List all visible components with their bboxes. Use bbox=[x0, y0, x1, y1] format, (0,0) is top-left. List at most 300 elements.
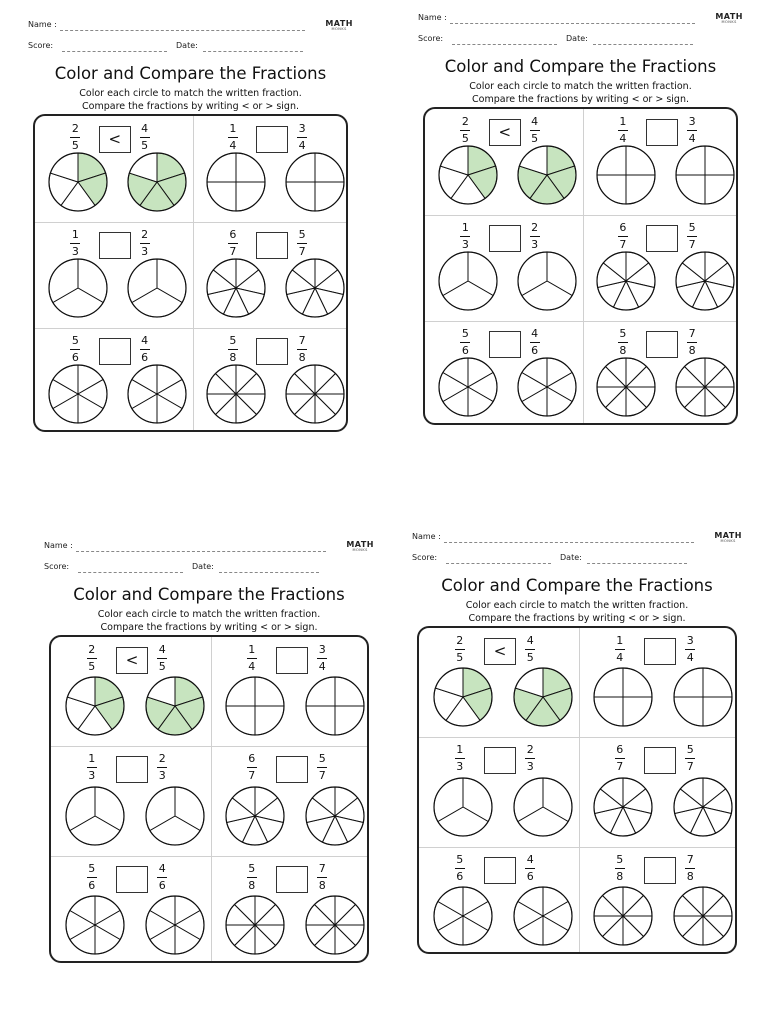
name-label: Name : bbox=[418, 13, 447, 22]
fraction-bar bbox=[228, 243, 238, 244]
instruction-line-1: Color each circle to match the written fraction. bbox=[465, 600, 689, 611]
name-line bbox=[60, 30, 305, 31]
problem-grid bbox=[33, 114, 348, 432]
left-fraction-circle[interactable] bbox=[225, 676, 285, 736]
comparison-answer-box[interactable] bbox=[646, 331, 678, 358]
right-fraction bbox=[150, 644, 174, 673]
right-fraction-circle[interactable] bbox=[675, 251, 735, 311]
fraction-bar bbox=[70, 243, 80, 244]
numerator: 6 bbox=[616, 743, 624, 757]
score-label: Score: bbox=[28, 41, 54, 50]
right-fraction-circle[interactable] bbox=[517, 145, 577, 205]
numerator: 4 bbox=[158, 643, 166, 656]
problem-cell bbox=[583, 321, 739, 425]
denominator: 8 bbox=[686, 869, 694, 883]
denominator: 7 bbox=[619, 238, 627, 251]
left-fraction-circle[interactable] bbox=[433, 777, 493, 837]
date-line bbox=[593, 44, 693, 45]
name-label: Name : bbox=[44, 541, 73, 550]
right-fraction-circle[interactable] bbox=[305, 786, 365, 846]
denominator: 8 bbox=[318, 878, 326, 892]
date-line bbox=[219, 572, 319, 573]
numerator: 5 bbox=[88, 861, 96, 875]
left-fraction-circle[interactable] bbox=[593, 667, 653, 727]
instructions bbox=[418, 81, 743, 106]
fraction-bar bbox=[687, 130, 697, 131]
right-fraction bbox=[290, 229, 314, 258]
right-fraction-circle[interactable] bbox=[285, 364, 345, 424]
date-label: Date: bbox=[192, 562, 214, 571]
math-monks-logo bbox=[714, 532, 742, 544]
name-line bbox=[444, 542, 694, 543]
fraction-bar bbox=[685, 868, 695, 869]
right-fraction-circle[interactable] bbox=[675, 145, 735, 205]
left-fraction bbox=[608, 744, 632, 773]
left-fraction-circle[interactable] bbox=[593, 777, 653, 837]
right-fraction-circle[interactable] bbox=[145, 895, 205, 955]
numerator: 5 bbox=[461, 327, 469, 340]
fraction-bar bbox=[530, 130, 540, 131]
denominator: 5 bbox=[456, 651, 464, 664]
right-fraction bbox=[150, 863, 174, 892]
math-monks-logo bbox=[715, 13, 743, 25]
right-fraction bbox=[680, 328, 704, 357]
denominator: 6 bbox=[461, 344, 469, 357]
fraction-bar bbox=[687, 236, 697, 237]
denominator: 6 bbox=[456, 869, 464, 883]
denominator: 3 bbox=[456, 760, 464, 774]
denominator: 8 bbox=[616, 869, 624, 883]
numerator: 2 bbox=[526, 743, 534, 757]
fraction-bar bbox=[140, 137, 150, 138]
instructions bbox=[28, 88, 353, 113]
fraction-bar bbox=[615, 649, 625, 650]
name-label: Name : bbox=[412, 532, 441, 541]
left-fraction-circle[interactable] bbox=[65, 676, 125, 736]
fraction-bar bbox=[530, 342, 540, 343]
left-fraction-circle[interactable] bbox=[433, 886, 493, 946]
fraction-bar bbox=[70, 137, 80, 138]
problem-cell bbox=[193, 222, 349, 328]
right-fraction-circle[interactable] bbox=[673, 667, 733, 727]
denominator: 4 bbox=[248, 660, 256, 673]
comparison-answer-box[interactable] bbox=[256, 338, 288, 365]
denominator: 4 bbox=[318, 660, 326, 673]
problem-cell bbox=[211, 637, 369, 746]
left-fraction-circle[interactable] bbox=[65, 895, 125, 955]
denominator: 3 bbox=[531, 238, 539, 251]
score-label: Score: bbox=[418, 34, 444, 43]
comparison-answer-box[interactable] bbox=[644, 638, 676, 665]
fraction-bar bbox=[615, 868, 625, 869]
right-fraction-circle[interactable] bbox=[145, 786, 205, 846]
problem-cell bbox=[193, 116, 349, 222]
right-fraction-circle[interactable] bbox=[285, 258, 345, 318]
left-fraction-circle[interactable] bbox=[438, 145, 498, 205]
numerator: 7 bbox=[298, 334, 306, 347]
name-label: Name : bbox=[28, 20, 57, 29]
problem-cell bbox=[579, 628, 737, 737]
fraction-bar bbox=[87, 877, 97, 878]
comparison-answer-box[interactable] bbox=[644, 747, 676, 774]
right-fraction-circle[interactable] bbox=[127, 258, 187, 318]
left-fraction bbox=[221, 335, 245, 364]
date-line bbox=[203, 51, 303, 52]
name-line bbox=[450, 23, 695, 24]
left-fraction-circle[interactable] bbox=[48, 152, 108, 212]
left-fraction bbox=[240, 863, 264, 892]
comparison-answer-box[interactable] bbox=[489, 225, 521, 252]
right-fraction bbox=[310, 753, 334, 782]
numerator: 7 bbox=[686, 852, 694, 866]
worksheet-title: Color and Compare the Fractions bbox=[441, 576, 713, 595]
denominator: 5 bbox=[158, 660, 166, 673]
problem-cell bbox=[579, 737, 737, 846]
problem-cell bbox=[211, 856, 369, 963]
right-fraction-circle[interactable] bbox=[127, 152, 187, 212]
math-monks-logo bbox=[346, 541, 374, 553]
right-fraction bbox=[518, 635, 542, 664]
comparison-answer-box[interactable] bbox=[484, 857, 516, 884]
comparison-answer-box[interactable] bbox=[646, 225, 678, 252]
numerator: 4 bbox=[141, 334, 149, 347]
denominator: 8 bbox=[619, 344, 627, 357]
problem-grid bbox=[423, 107, 738, 425]
denominator: 5 bbox=[88, 660, 96, 673]
comparison-answer-box[interactable] bbox=[99, 232, 131, 259]
fraction-bar bbox=[140, 243, 150, 244]
left-fraction-circle[interactable] bbox=[48, 364, 108, 424]
numerator: 4 bbox=[531, 115, 539, 128]
instruction-line-2: Compare the fractions by writing < or > sign. bbox=[472, 93, 689, 105]
instructions bbox=[44, 609, 374, 634]
left-fraction-circle[interactable] bbox=[225, 895, 285, 955]
fraction-bar bbox=[525, 758, 535, 759]
numerator: 1 bbox=[616, 634, 624, 647]
problem-cell bbox=[51, 856, 211, 963]
fraction-bar bbox=[140, 349, 150, 350]
worksheet bbox=[418, 7, 743, 427]
right-fraction-circle[interactable] bbox=[517, 251, 577, 311]
right-fraction-circle[interactable] bbox=[285, 152, 345, 212]
left-fraction-circle[interactable] bbox=[438, 251, 498, 311]
numerator: 1 bbox=[229, 122, 237, 135]
fraction-bar bbox=[615, 758, 625, 759]
right-fraction bbox=[678, 744, 702, 773]
denominator: 5 bbox=[71, 139, 79, 152]
fraction-bar bbox=[317, 877, 327, 878]
right-fraction bbox=[678, 635, 702, 664]
numerator: 5 bbox=[619, 327, 627, 340]
right-fraction-circle[interactable] bbox=[673, 777, 733, 837]
fraction-bar bbox=[687, 342, 697, 343]
date-line bbox=[587, 563, 687, 564]
left-fraction bbox=[80, 863, 104, 892]
logo-subtext: MONKS bbox=[331, 27, 347, 31]
left-fraction-circle[interactable] bbox=[596, 251, 656, 311]
numerator: 2 bbox=[531, 221, 539, 234]
fraction-bar bbox=[70, 349, 80, 350]
problem-cell bbox=[583, 109, 739, 215]
problem-cell bbox=[579, 847, 737, 954]
numerator: 4 bbox=[158, 861, 166, 875]
numerator: 4 bbox=[531, 327, 539, 340]
fraction-bar bbox=[460, 130, 470, 131]
score-line bbox=[452, 44, 557, 45]
fraction-bar bbox=[157, 877, 167, 878]
date-label: Date: bbox=[566, 34, 588, 43]
fraction-bar bbox=[87, 658, 97, 659]
logo-subtext: MONKS bbox=[721, 20, 737, 24]
score-label: Score: bbox=[44, 562, 70, 571]
problem-cell bbox=[35, 328, 193, 432]
denominator: 8 bbox=[248, 878, 256, 892]
left-fraction-circle[interactable] bbox=[433, 667, 493, 727]
score-line bbox=[62, 51, 167, 52]
logo-subtext: MONKS bbox=[352, 548, 368, 552]
numerator: 1 bbox=[456, 743, 464, 757]
problem-cell bbox=[419, 847, 579, 954]
numerator: 7 bbox=[688, 327, 696, 340]
denominator: 8 bbox=[688, 344, 696, 357]
left-fraction bbox=[63, 123, 87, 152]
fraction-bar bbox=[530, 236, 540, 237]
comparison-answer-box[interactable] bbox=[256, 232, 288, 259]
left-fraction bbox=[608, 854, 632, 883]
numerator: 5 bbox=[71, 334, 79, 347]
denominator: 7 bbox=[248, 769, 256, 783]
denominator: 6 bbox=[88, 878, 96, 892]
left-fraction-circle[interactable] bbox=[225, 786, 285, 846]
numerator: 5 bbox=[616, 852, 624, 866]
right-fraction-circle[interactable] bbox=[513, 777, 573, 837]
denominator: 6 bbox=[158, 878, 166, 892]
instruction-line-2: Compare the fractions by writing < or > sign. bbox=[100, 621, 318, 633]
problem-cell bbox=[419, 737, 579, 846]
comparison-answer-box[interactable] bbox=[489, 331, 521, 358]
fraction-bar bbox=[455, 649, 465, 650]
comparison-answer-box[interactable] bbox=[256, 126, 288, 153]
comparison-answer-box[interactable]: < bbox=[99, 126, 131, 153]
comparison-answer-box[interactable] bbox=[644, 857, 676, 884]
right-fraction-circle[interactable] bbox=[305, 676, 365, 736]
denominator: 6 bbox=[531, 344, 539, 357]
numerator: 3 bbox=[686, 634, 694, 647]
numerator: 6 bbox=[248, 752, 256, 766]
left-fraction-circle[interactable] bbox=[438, 357, 498, 417]
fraction-bar bbox=[618, 342, 628, 343]
fraction-bar bbox=[460, 236, 470, 237]
problem-cell bbox=[51, 637, 211, 746]
right-fraction-circle[interactable] bbox=[513, 667, 573, 727]
right-fraction bbox=[310, 863, 334, 892]
right-fraction bbox=[133, 229, 157, 258]
fraction-bar bbox=[87, 767, 97, 768]
denominator: 5 bbox=[461, 132, 469, 145]
denominator: 7 bbox=[298, 245, 306, 258]
right-fraction bbox=[150, 753, 174, 782]
numerator: 5 bbox=[318, 752, 326, 766]
right-fraction bbox=[678, 854, 702, 883]
denominator: 4 bbox=[686, 651, 694, 664]
problem-cell bbox=[419, 628, 579, 737]
fraction-bar bbox=[455, 868, 465, 869]
numerator: 3 bbox=[318, 643, 326, 656]
left-fraction-circle[interactable] bbox=[596, 145, 656, 205]
left-fraction bbox=[448, 744, 472, 773]
numerator: 5 bbox=[298, 228, 306, 241]
numerator: 2 bbox=[71, 122, 79, 135]
comparison-answer-box[interactable] bbox=[116, 756, 148, 783]
instruction-line-2: Compare the fractions by writing < or > sign. bbox=[82, 100, 299, 112]
left-fraction bbox=[611, 328, 635, 357]
left-fraction-circle[interactable] bbox=[596, 357, 656, 417]
fraction-bar bbox=[297, 137, 307, 138]
denominator: 8 bbox=[298, 351, 306, 364]
right-fraction bbox=[518, 744, 542, 773]
fraction-bar bbox=[228, 137, 238, 138]
numerator: 2 bbox=[88, 643, 96, 656]
numerator: 3 bbox=[298, 122, 306, 135]
numerator: 3 bbox=[688, 115, 696, 128]
numerator: 6 bbox=[229, 228, 237, 241]
problem-cell bbox=[425, 321, 583, 425]
worksheet bbox=[28, 14, 353, 434]
numerator: 4 bbox=[141, 122, 149, 135]
instruction-line-1: Color each circle to match the written fraction. bbox=[469, 81, 692, 92]
right-fraction bbox=[290, 123, 314, 152]
problem-cell bbox=[193, 328, 349, 432]
denominator: 6 bbox=[526, 869, 534, 883]
worksheet bbox=[412, 526, 742, 956]
instruction-line-1: Color each circle to match the written fraction. bbox=[79, 88, 302, 99]
denominator: 3 bbox=[88, 769, 96, 783]
left-fraction bbox=[453, 328, 477, 357]
left-fraction-circle[interactable] bbox=[206, 152, 266, 212]
worksheet-title: Color and Compare the Fractions bbox=[73, 585, 345, 604]
denominator: 3 bbox=[141, 245, 149, 258]
right-fraction bbox=[523, 328, 547, 357]
left-fraction-circle[interactable] bbox=[206, 364, 266, 424]
numerator: 4 bbox=[526, 634, 534, 647]
denominator: 4 bbox=[688, 132, 696, 145]
logo-subtext: MONKS bbox=[720, 539, 736, 543]
left-fraction bbox=[611, 116, 635, 145]
comparison-answer-box[interactable] bbox=[646, 119, 678, 146]
denominator: 7 bbox=[616, 760, 624, 774]
denominator: 5 bbox=[141, 139, 149, 152]
problem-cell bbox=[583, 215, 739, 321]
comparison-answer-box[interactable]: < bbox=[116, 647, 148, 674]
right-fraction-circle[interactable] bbox=[127, 364, 187, 424]
right-fraction-circle[interactable] bbox=[675, 357, 735, 417]
denominator: 6 bbox=[71, 351, 79, 364]
comparison-answer-box[interactable] bbox=[99, 338, 131, 365]
right-fraction-circle[interactable] bbox=[305, 895, 365, 955]
name-line bbox=[76, 551, 326, 552]
left-fraction-circle[interactable] bbox=[48, 258, 108, 318]
left-fraction bbox=[63, 335, 87, 364]
left-fraction bbox=[221, 123, 245, 152]
denominator: 7 bbox=[229, 245, 237, 258]
right-fraction bbox=[523, 116, 547, 145]
fraction-bar bbox=[157, 767, 167, 768]
numerator: 5 bbox=[456, 852, 464, 866]
problem-cell bbox=[51, 746, 211, 855]
right-fraction bbox=[523, 222, 547, 251]
denominator: 7 bbox=[686, 760, 694, 774]
right-fraction-circle[interactable] bbox=[513, 886, 573, 946]
denominator: 4 bbox=[616, 651, 624, 664]
numerator: 2 bbox=[141, 228, 149, 241]
instruction-line-2: Compare the fractions by writing < or > sign. bbox=[468, 612, 686, 624]
date-label: Date: bbox=[560, 553, 582, 562]
left-fraction bbox=[453, 116, 477, 145]
fraction-bar bbox=[317, 658, 327, 659]
right-fraction-circle[interactable] bbox=[145, 676, 205, 736]
left-fraction-circle[interactable] bbox=[593, 886, 653, 946]
numerator: 1 bbox=[71, 228, 79, 241]
logo-text: MATH bbox=[715, 12, 743, 21]
numerator: 1 bbox=[248, 643, 256, 656]
worksheet-title: Color and Compare the Fractions bbox=[444, 57, 717, 76]
comparison-answer-box[interactable] bbox=[276, 647, 308, 674]
problem-cell bbox=[211, 746, 369, 855]
fraction-bar bbox=[297, 349, 307, 350]
fraction-bar bbox=[618, 130, 628, 131]
comparison-answer-box[interactable] bbox=[484, 747, 516, 774]
left-fraction bbox=[611, 222, 635, 251]
denominator: 3 bbox=[461, 238, 469, 251]
left-fraction-circle[interactable] bbox=[206, 258, 266, 318]
math-monks-logo bbox=[325, 20, 353, 32]
left-fraction bbox=[448, 854, 472, 883]
numerator: 2 bbox=[461, 115, 469, 128]
logo-text: MATH bbox=[714, 531, 742, 540]
fraction-bar bbox=[525, 649, 535, 650]
logo-text: MATH bbox=[346, 540, 374, 549]
right-fraction bbox=[310, 644, 334, 673]
numerator: 4 bbox=[526, 852, 534, 866]
comparison-answer-box[interactable] bbox=[276, 756, 308, 783]
logo-text: MATH bbox=[325, 19, 353, 28]
left-fraction bbox=[80, 753, 104, 782]
score-label: Score: bbox=[412, 553, 438, 562]
problem-grid bbox=[49, 635, 369, 963]
numerator: 5 bbox=[688, 221, 696, 234]
right-fraction-circle[interactable] bbox=[673, 886, 733, 946]
comparison-answer-box[interactable]: < bbox=[489, 119, 521, 146]
fraction-bar bbox=[157, 658, 167, 659]
right-fraction bbox=[680, 116, 704, 145]
fraction-bar bbox=[228, 349, 238, 350]
denominator: 3 bbox=[526, 760, 534, 774]
left-fraction bbox=[453, 222, 477, 251]
numerator: 2 bbox=[456, 634, 464, 647]
comparison-answer-box[interactable]: < bbox=[484, 638, 516, 665]
right-fraction-circle[interactable] bbox=[517, 357, 577, 417]
right-fraction bbox=[518, 854, 542, 883]
left-fraction-circle[interactable] bbox=[65, 786, 125, 846]
comparison-answer-box[interactable] bbox=[276, 866, 308, 893]
left-fraction bbox=[240, 644, 264, 673]
fraction-bar bbox=[618, 236, 628, 237]
comparison-answer-box[interactable] bbox=[116, 866, 148, 893]
fraction-bar bbox=[247, 877, 257, 878]
worksheet bbox=[44, 535, 374, 965]
numerator: 1 bbox=[619, 115, 627, 128]
fraction-bar bbox=[455, 758, 465, 759]
